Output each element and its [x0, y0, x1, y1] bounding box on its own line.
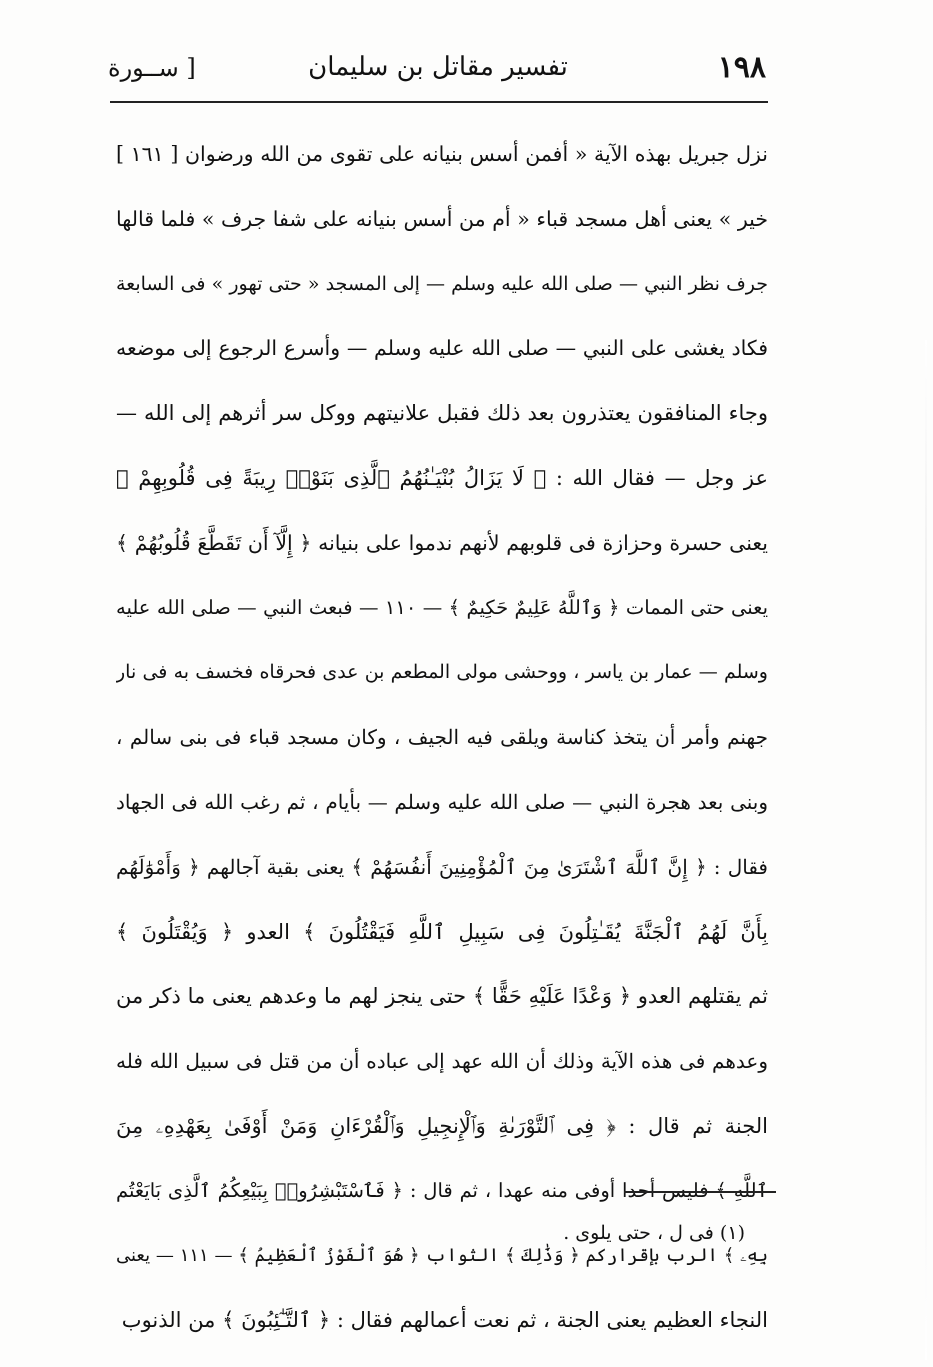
text-line: وجاء المنافقون يعتذرون بعد ذلك فقبل علانيتهم ووكل سر أثرهم إلى الله — — [116, 401, 768, 426]
text-line: النجاء العظيم يعنى الجنة ، ثم نعت أعمالهم فقال : ﴿ ٱلتَّـٰٓئِبُونَ ﴾ من الذنوب — [121, 1308, 768, 1333]
text-line: بِهِۦ ﴾ الرب بإقراركم ﴿ وَذَٰلِكَ ﴾ الثواب ﴿ هُوَ ٱلْفَوْزُ ٱلْعَظِيمُ ﴾ — ١١١ — يعنى — [116, 1244, 768, 1266]
footnote-rule — [624, 1191, 776, 1193]
text-line: عز وجل — فقال الله : ﴿ لَا يَزَالُ بُنْيَـٰنُهُمُ ٱلَّذِى بَنَوْا۟ رِيبَةً فِى قُلُوبِهِمْ ﴾ — [116, 465, 768, 490]
text-line: نزل جبريل بهذه الآية « أفمن أسس بنيانه على تقوى من الله ورضوان [ ١٦١ ] — [116, 142, 768, 166]
text-line: الجنة ثم قال : ﴿ فِى ٱلتَّوْرَىٰةِ وَٱلْإِنجِيلِ وَٱلْقُرْءَانِ وَمَنْ أَوْفَىٰ بِعَهْدِهِۦ مِنَ — [116, 1113, 768, 1138]
text-line: خير » يعنى أهل مسجد قباء « أم من أسس بنيانه على شفا جرف » فلما قالها — [116, 206, 768, 231]
text-line: وبنى بعد هجرة النبي — صلى الله عليه وسلم — بأيام ، ثم رغب الله فى الجهاد — [116, 789, 768, 814]
surah-label: [ ســورة — [108, 54, 196, 82]
text-line: فكاد يغشى على النبي — صلى الله عليه وسلم — وأسرع الرجوع إلى موضعه — [116, 336, 768, 361]
text-line: وعدهم فى هذه الآية وذلك أن الله عهد إلى عباده أن من قتل فى سبيل الله فله — [116, 1049, 768, 1074]
page-number: ١٩٨ — [717, 50, 766, 85]
text-line: وسلم — عمار بن ياسر ، ووحشى مولى المطعم بن عدى فحرقاه فخسف به فى نار — [116, 661, 768, 684]
text-line: جرف نظر النبي — صلى الله عليه وسلم — إلى المسجد « حتى تهور » فى السابعة — [116, 272, 768, 295]
book-title: تفسير مقاتل بن سليمان — [308, 52, 568, 82]
text-line: جهنم وأمر أن يتخذ كناسة ويلقى فيه الجيف ، وكان مسجد قباء فى بنى سالم ، — [116, 725, 768, 750]
text-line: فقال : ﴿ إِنَّ ٱللَّهَ ٱشْتَرَىٰ مِنَ ٱلْمُؤْمِنِينَ أَنفُسَهُمْ ﴾ يعنى بقية آجالهم ﴿ وَأَمْوَٰلَهُم — [116, 854, 768, 879]
text-line: ٱللَّهِ ﴾ فليس أحدا أوفى منه عهدا ، ثم قال : ﴿ فَٱسْتَبْشِرُوا۟ بِبَيْعِكُمُ ٱلَّذِى بَايَعْتُم — [116, 1178, 768, 1202]
text-line: يعنى حسرة وحزازة فى قلوبهم لأنهم ندموا على بنيانه ﴿ إِلَّآ أَن تَقَطَّعَ قُلُوبُهُمْ ﴾ — [116, 530, 768, 555]
page-header — [108, 50, 768, 100]
text-line: بِأَنَّ لَهُمُ ٱلْجَنَّةَ يُقَـٰتِلُونَ فِى سَبِيلِ ٱللَّهِ فَيَقْتُلُونَ ﴾ العدو ﴿ وَيُقْتَلُونَ ﴾ — [116, 919, 768, 944]
scan-edge-shadow — [925, 340, 927, 1360]
text-line: يعنى حتى الممات ﴿ وَٱللَّهُ عَلِيمٌ حَكِيمٌ ﴾ — ١١٠ — فبعث النبي — صلى الله عليه — [116, 595, 768, 619]
text-line: ثم يقتلهم العدو ﴿ وَعْدًا عَلَيْهِ حَقًّا ﴾ حتى ينجز لهم ما وعدهم يعنى ما ذكر من — [116, 984, 768, 1009]
body-text — [116, 122, 768, 1353]
header-rule — [110, 101, 768, 103]
footnote: (١) فى ل ، حتى يلوى . — [563, 1222, 745, 1244]
